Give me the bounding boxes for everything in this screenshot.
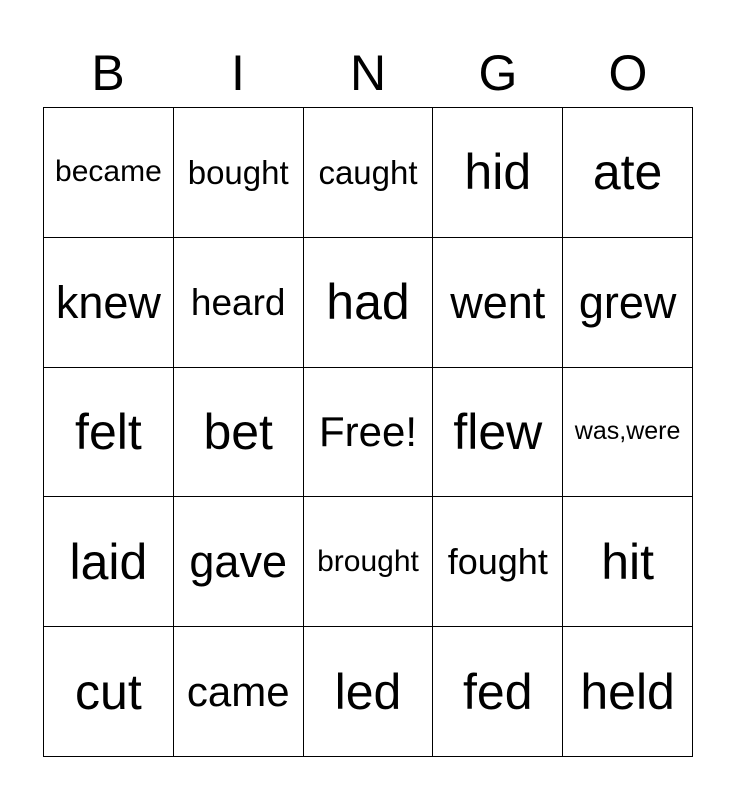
bingo-cell[interactable]: became: [44, 108, 174, 238]
bingo-header: [43, 40, 693, 106]
bingo-cell[interactable]: knew: [44, 238, 174, 368]
free-space-cell[interactable]: Free!: [304, 368, 434, 498]
bingo-cell[interactable]: grew: [563, 238, 693, 368]
bingo-cell[interactable]: was,were: [563, 368, 693, 498]
bingo-cell[interactable]: bought: [174, 108, 304, 238]
header-letter-n: N: [349, 45, 387, 101]
bingo-cell[interactable]: ate: [563, 108, 693, 238]
bingo-cell[interactable]: fought: [433, 497, 563, 627]
bingo-cell[interactable]: held: [563, 627, 693, 757]
bingo-cell[interactable]: caught: [304, 108, 434, 238]
bingo-cell[interactable]: flew: [433, 368, 563, 498]
bingo-cell[interactable]: went: [433, 238, 563, 368]
bingo-cell[interactable]: led: [304, 627, 434, 757]
bingo-board: [43, 107, 693, 757]
bingo-cell[interactable]: cut: [44, 627, 174, 757]
bingo-cell[interactable]: gave: [174, 497, 304, 627]
header-letter-o: O: [608, 45, 648, 101]
bingo-cell[interactable]: hit: [563, 497, 693, 627]
bingo-cell[interactable]: brought: [304, 497, 434, 627]
bingo-cell[interactable]: hid: [433, 108, 563, 238]
header-letter-b: B: [91, 45, 125, 101]
header-letter-g: G: [478, 45, 518, 101]
bingo-cell[interactable]: came: [174, 627, 304, 757]
bingo-cell[interactable]: heard: [174, 238, 304, 368]
header-letter-i: I: [231, 45, 245, 101]
bingo-cell[interactable]: laid: [44, 497, 174, 627]
bingo-cell[interactable]: bet: [174, 368, 304, 498]
bingo-cell[interactable]: felt: [44, 368, 174, 498]
bingo-cell[interactable]: had: [304, 238, 434, 368]
bingo-cell[interactable]: fed: [433, 627, 563, 757]
